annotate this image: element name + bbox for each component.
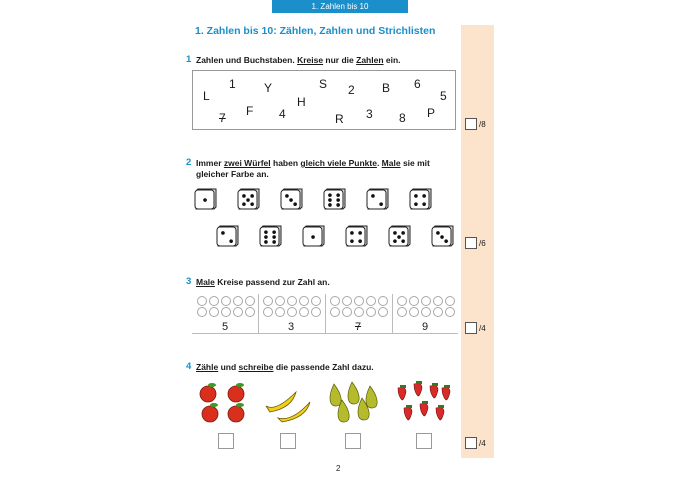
dice-pip: [358, 231, 362, 235]
paint-circle[interactable]: [445, 296, 455, 306]
dice-pip: [401, 231, 405, 235]
dice-pip: [289, 198, 293, 202]
circle-group-number: 7: [354, 321, 362, 333]
dice-pip: [272, 235, 276, 239]
circle-grid: [330, 296, 389, 317]
paint-circle[interactable]: [409, 307, 419, 317]
answer-box-pears[interactable]: [345, 433, 361, 449]
task-2-instruction: Immer zwei Würfel haben gleich viele Punkte. Male sie mit gleicher Farbe an.: [196, 158, 430, 179]
dice-pip: [221, 231, 225, 235]
paint-circle[interactable]: [233, 296, 243, 306]
glyph[interactable]: 6: [414, 77, 421, 91]
dice-pip: [440, 235, 444, 239]
glyph[interactable]: 4: [279, 107, 286, 121]
dice-row1-3[interactable]: [280, 187, 304, 211]
strawberry-icon: [394, 380, 452, 428]
dice-pip: [250, 202, 254, 206]
dice-pip: [285, 194, 289, 198]
circle-group: [392, 294, 458, 334]
paint-circle[interactable]: [245, 296, 255, 306]
glyph[interactable]: L: [203, 89, 210, 103]
dice-pip: [311, 235, 315, 239]
dice-pip: [401, 239, 405, 243]
score-box[interactable]: [465, 437, 477, 449]
task-1-score: [465, 118, 486, 130]
glyph[interactable]: 3: [366, 107, 373, 121]
banana-icon: [262, 382, 314, 424]
dice-pip: [272, 240, 276, 244]
dice-row1-4[interactable]: [323, 187, 347, 211]
task-2-number: 2: [186, 157, 192, 168]
dice-row1-2[interactable]: [237, 187, 261, 211]
paint-circle[interactable]: [397, 307, 407, 317]
glyph[interactable]: S: [319, 77, 328, 91]
dice-pip: [414, 202, 418, 206]
task-2-score: [465, 237, 486, 249]
score-box[interactable]: [465, 322, 477, 334]
paint-circle[interactable]: [445, 307, 455, 317]
letters-numbers-box: [192, 70, 456, 130]
dice-row2-3[interactable]: [302, 224, 326, 248]
paint-circle[interactable]: [378, 296, 388, 306]
task-4-score: [465, 437, 486, 449]
paint-circle[interactable]: [342, 296, 352, 306]
glyph[interactable]: 7: [219, 111, 226, 125]
dice-pip: [336, 193, 340, 197]
circle-group-number: 9: [421, 321, 429, 333]
page-title: 1. Zahlen bis 10: Zählen, Zahlen und Strichlisten: [195, 25, 436, 37]
dice-pip: [328, 193, 332, 197]
dice-pip: [328, 198, 332, 202]
paint-circle[interactable]: [209, 296, 219, 306]
dice-pip: [444, 239, 448, 243]
dice-pip: [393, 231, 397, 235]
page-number: 2: [336, 464, 341, 473]
dice-pip: [350, 231, 354, 235]
dice-pip: [272, 230, 276, 234]
paint-circle[interactable]: [354, 296, 364, 306]
task-1-instruction: Zahlen und Buchstaben. Kreise nur die Zahlen ein.: [196, 55, 401, 65]
paint-circle[interactable]: [221, 307, 231, 317]
task-1-number: 1: [186, 54, 192, 65]
dice-row1-6[interactable]: [409, 187, 433, 211]
paint-circle[interactable]: [233, 307, 243, 317]
glyph[interactable]: P: [427, 106, 436, 120]
dice-row2-4[interactable]: [345, 224, 369, 248]
paint-circle[interactable]: [366, 296, 376, 306]
task-4-instruction: Zähle und schreibe die passende Zahl dazu.: [196, 362, 374, 372]
score-points: /8: [479, 119, 486, 129]
dice-row1-5[interactable]: [366, 187, 390, 211]
paint-circle[interactable]: [433, 307, 443, 317]
glyph[interactable]: R: [335, 112, 344, 126]
circle-group: [325, 294, 391, 334]
dice-pip: [242, 202, 246, 206]
paint-circle[interactable]: [397, 296, 407, 306]
answer-box-apples[interactable]: [218, 433, 234, 449]
paint-circle[interactable]: [275, 296, 285, 306]
paint-circle[interactable]: [245, 307, 255, 317]
dice-pip: [422, 202, 426, 206]
paint-circle[interactable]: [311, 296, 321, 306]
dice-pip: [336, 203, 340, 207]
circle-group-number: 5: [221, 321, 229, 333]
paint-circle[interactable]: [378, 307, 388, 317]
task-3-instruction: Male Kreise passend zur Zahl an.: [196, 277, 330, 287]
paint-circle[interactable]: [275, 307, 285, 317]
dice-pip: [250, 194, 254, 198]
dice-row2-5[interactable]: [388, 224, 412, 248]
answer-box-strawberries[interactable]: [416, 433, 432, 449]
dice-pip: [350, 239, 354, 243]
dice-pip: [379, 202, 383, 206]
task-3-number: 3: [186, 276, 192, 287]
paint-circle[interactable]: [287, 296, 297, 306]
answer-box-bananas[interactable]: [280, 433, 296, 449]
dice-pip: [358, 239, 362, 243]
paint-circle[interactable]: [330, 296, 340, 306]
circle-group-number: 3: [287, 321, 295, 333]
paint-circle[interactable]: [197, 296, 207, 306]
paint-circle[interactable]: [342, 307, 352, 317]
paint-circle[interactable]: [221, 296, 231, 306]
dice-pip: [436, 231, 440, 235]
dice-pip: [328, 203, 332, 207]
dice-pip: [264, 235, 268, 239]
paint-circle[interactable]: [354, 307, 364, 317]
glyph[interactable]: 5: [440, 89, 447, 103]
dice-row2-2[interactable]: [259, 224, 283, 248]
circle-grid: [197, 296, 256, 317]
score-points: /4: [479, 323, 486, 333]
dice-pip: [246, 198, 250, 202]
circle-grid: [397, 296, 456, 317]
dice-pip: [336, 198, 340, 202]
glyph[interactable]: 1: [229, 77, 236, 91]
dice-pip: [371, 194, 375, 198]
paint-circle[interactable]: [209, 307, 219, 317]
pear-icon: [324, 380, 384, 426]
score-box[interactable]: [465, 118, 477, 130]
paint-circle[interactable]: [311, 307, 321, 317]
paint-circle[interactable]: [197, 307, 207, 317]
circle-group: [192, 294, 258, 334]
paint-circle[interactable]: [409, 296, 419, 306]
dice-pip: [203, 198, 207, 202]
circle-grid: [263, 296, 322, 317]
paint-circle[interactable]: [287, 307, 297, 317]
task-4-number: 4: [186, 361, 192, 372]
glyph[interactable]: B: [382, 81, 391, 95]
paint-circle[interactable]: [263, 296, 273, 306]
dice-pip: [393, 239, 397, 243]
paint-circle[interactable]: [299, 296, 309, 306]
dice-pip: [264, 230, 268, 234]
dice-row2-6[interactable]: [431, 224, 455, 248]
paint-circle[interactable]: [421, 307, 431, 317]
circle-group: [258, 294, 324, 334]
dice-pip: [414, 194, 418, 198]
score-box[interactable]: [465, 237, 477, 249]
dice-pip: [229, 239, 233, 243]
glyph[interactable]: Y: [264, 81, 273, 95]
paint-circle[interactable]: [366, 307, 376, 317]
paint-circle[interactable]: [299, 307, 309, 317]
dice-pip: [422, 194, 426, 198]
dice-row2-1[interactable]: [216, 224, 240, 248]
glyph[interactable]: F: [246, 104, 254, 118]
paint-circle[interactable]: [433, 296, 443, 306]
dice-pip: [264, 240, 268, 244]
dice-row1-1[interactable]: [194, 187, 218, 211]
paint-circle[interactable]: [263, 307, 273, 317]
apple-icon: [196, 382, 252, 426]
circle-groups: [192, 294, 458, 334]
glyph[interactable]: 8: [399, 111, 406, 125]
glyph[interactable]: 2: [348, 83, 355, 97]
dice-pip: [293, 202, 297, 206]
dice-pip: [397, 235, 401, 239]
glyph[interactable]: H: [297, 95, 306, 109]
score-points: /4: [479, 438, 486, 448]
chapter-tab: 1. Zahlen bis 10: [272, 0, 408, 13]
task-3-score: [465, 322, 486, 334]
dice-pip: [242, 194, 246, 198]
paint-circle[interactable]: [421, 296, 431, 306]
score-points: /6: [479, 238, 486, 248]
paint-circle[interactable]: [330, 307, 340, 317]
